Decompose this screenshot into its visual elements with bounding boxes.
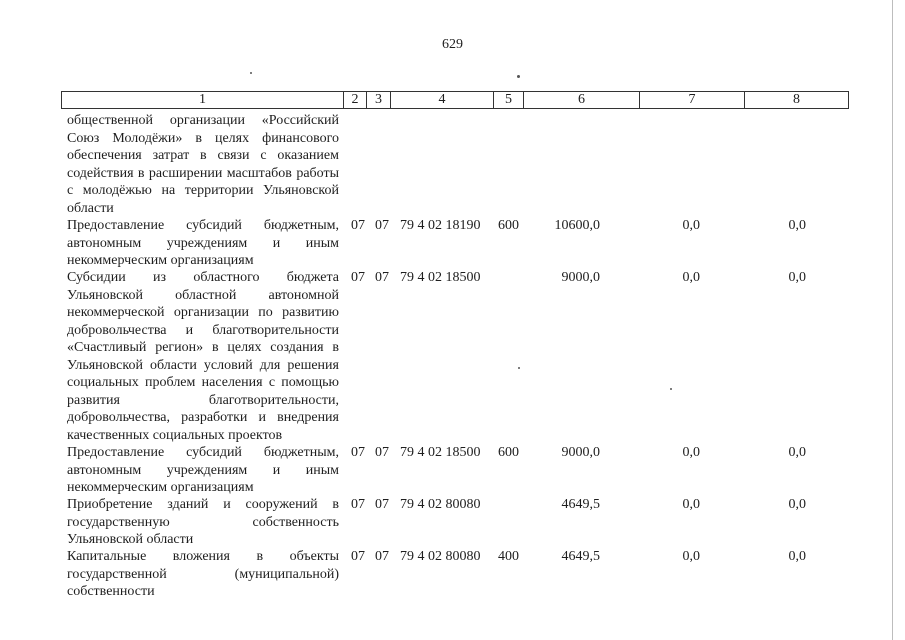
row-description: Приобретение зданий и сооружений в государственную собственность Ульяновской области [67,497,339,547]
row-description: Предоставление субсидий бюджетным, автономным учреждениям и иным некоммерческим организациям [67,218,339,268]
header-col-4: 4 [390,92,493,108]
header-col-1: 1 [199,92,206,107]
row-expense-type: 400 [498,549,519,564]
page-edge-line [892,0,893,640]
row-description: Субсидии из областного бюджета Ульяновской областной автономной некоммерческой организации по развитию добровольчества и благотворительности «Счастливый регион» в целях создания в Ульяновской области условий для решения социальных проблем населения с помощью развития благотворительности, добровольчества, разработки и внедрения качественных социальных проектов [67,270,339,443]
table-header-row [61,91,849,109]
row-amount-col6: 9000,0 [561,270,600,285]
row-amount-col6: 10600,0 [554,218,600,233]
row-amount-col8: 0,0 [788,445,806,460]
row-amount-col8: 0,0 [788,549,806,564]
header-col-5: 5 [493,92,523,108]
header-col-8: 8 [744,92,848,108]
row-target-code: 79 4 02 18500 [400,270,481,285]
scan-speck [670,388,672,390]
scan-speck [518,367,520,369]
row-amount-col7: 0,0 [682,549,700,564]
header-col-6: 6 [523,92,639,108]
header-col-2: 2 [343,92,366,108]
row-subsection: 07 [375,218,389,233]
row-description: Капитальные вложения в объекты государственной (муниципальной) собственности [67,549,339,599]
row-subsection: 07 [375,445,389,460]
scan-speck [517,75,520,78]
row-amount-col6: 4649,5 [561,549,600,564]
row-amount-col7: 0,0 [682,497,700,512]
row-amount-col8: 0,0 [788,270,806,285]
row-amount-col6: 4649,5 [561,497,600,512]
scan-speck [250,72,252,74]
row-amount-col8: 0,0 [788,497,806,512]
row-section: 07 [351,270,365,285]
row-target-code: 79 4 02 18500 [400,445,481,460]
row-target-code: 79 4 02 80080 [400,549,481,564]
row-amount-col7: 0,0 [682,270,700,285]
row-expense-type: 600 [498,445,519,460]
page-number: 629 [442,37,463,52]
header-col-3: 3 [366,92,390,108]
row-subsection: 07 [375,549,389,564]
row-description: общественной организации «Российский Союз Молодёжи» в целях финансового обеспечения затрат в связи с оказанием содействия в расширении масштабов работы с молодёжью на территории Ульяновской области [67,113,339,216]
row-description: Предоставление субсидий бюджетным, автономным учреждениям и иным некоммерческим организациям [67,445,339,495]
row-section: 07 [351,497,365,512]
row-target-code: 79 4 02 18190 [400,218,481,233]
row-amount-col7: 0,0 [682,218,700,233]
row-subsection: 07 [375,270,389,285]
row-section: 07 [351,549,365,564]
row-target-code: 79 4 02 80080 [400,497,481,512]
row-expense-type: 600 [498,218,519,233]
row-amount-col6: 9000,0 [561,445,600,460]
row-amount-col7: 0,0 [682,445,700,460]
row-section: 07 [351,218,365,233]
row-amount-col8: 0,0 [788,218,806,233]
header-col-7: 7 [639,92,744,108]
row-section: 07 [351,445,365,460]
row-subsection: 07 [375,497,389,512]
